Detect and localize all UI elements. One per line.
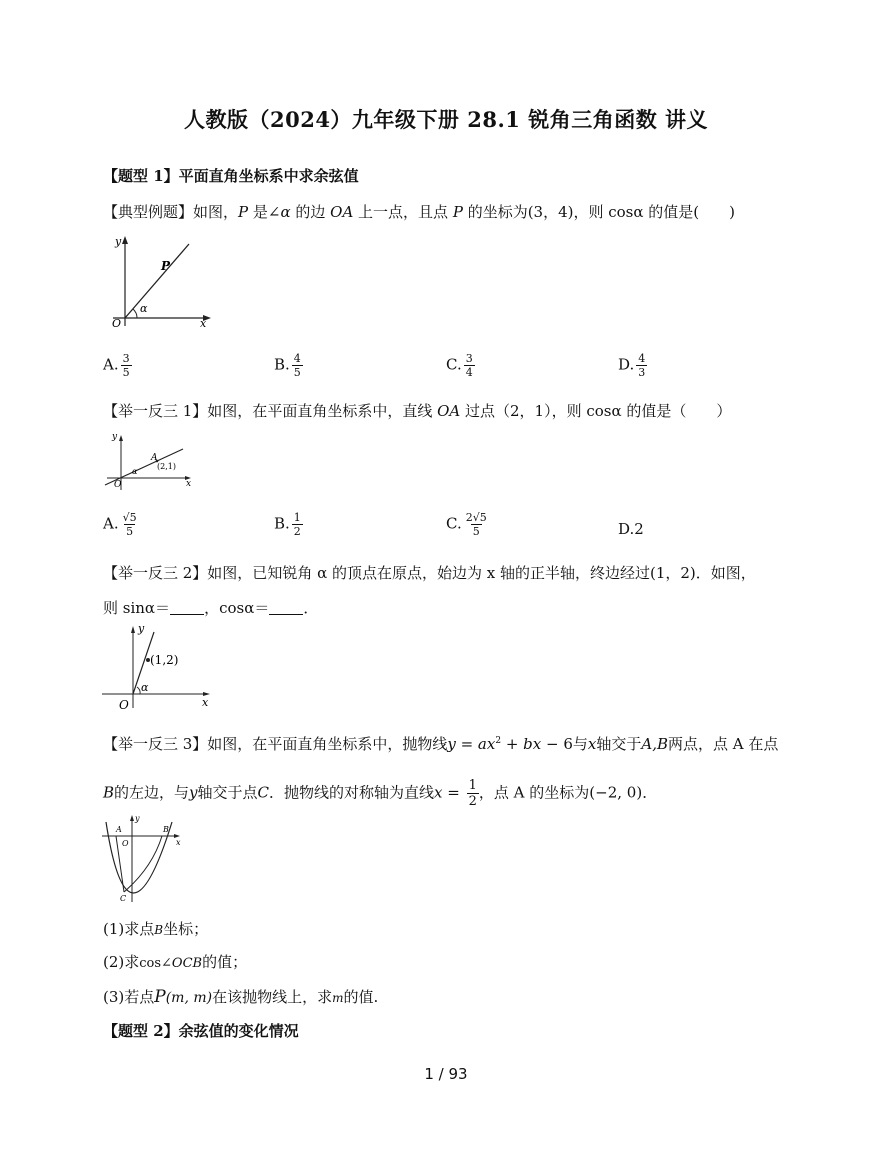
option-c[interactable]: [446, 511, 489, 538]
fraction-denominator: 4: [465, 366, 473, 379]
question-head: 【举一反三 3】如图，在平面直角坐标系中，抛物线: [103, 735, 448, 753]
alpha-label: α: [140, 302, 148, 315]
option-label: B.: [274, 514, 290, 533]
line-oa: OA: [437, 402, 461, 420]
eq-part: =: [455, 735, 478, 753]
point-p: P: [154, 987, 166, 1007]
practice-2-figure: [100, 620, 216, 712]
text: 的坐标为(3，4)，则 cosα 的值是( ): [462, 203, 735, 221]
option-label: A.: [103, 514, 119, 533]
text: 两点，点 A 在点: [668, 735, 779, 753]
text: 轴交于: [596, 735, 642, 753]
eq-part: y: [447, 735, 456, 753]
point-b-label: B: [163, 825, 169, 834]
option-label: D.2: [618, 520, 644, 538]
text: (3)若点: [103, 988, 155, 1006]
point-p-label: P: [161, 259, 171, 273]
eq-part: +: [501, 735, 524, 753]
sub-question-2: [103, 951, 247, 972]
point-a-coordinate: (−2, 0): [589, 783, 643, 802]
option-c[interactable]: [446, 352, 475, 379]
text: ．: [303, 599, 319, 617]
fraction-denominator: 5: [293, 366, 301, 379]
text: =: [442, 783, 465, 802]
practice-question-1: [103, 400, 731, 421]
text: 的值.: [343, 988, 379, 1006]
fraction-denominator: 3: [638, 366, 646, 379]
cos-angle: cos∠: [139, 956, 172, 971]
text: 在该抛物线上，求: [212, 988, 333, 1006]
eq-exponent: 2: [495, 736, 502, 746]
point-c-label: C: [120, 894, 127, 903]
alpha-label: α: [141, 681, 149, 694]
text: 的边: [290, 203, 331, 221]
text: ．: [642, 783, 658, 802]
text: (2)求: [103, 953, 140, 971]
text: 是: [248, 203, 268, 221]
point-coord-label: (1,2): [150, 653, 179, 667]
eq-part: ax: [477, 735, 496, 753]
fraction-denominator: 2: [468, 794, 477, 809]
section-2-title: 【题型 2】余弦值的变化情况: [103, 1022, 299, 1040]
y-axis-label: y: [135, 814, 140, 823]
option-label: C.: [446, 355, 462, 374]
fraction-numerator: 4: [638, 352, 646, 365]
section-1-title: 【题型 1】平面直角坐标系中求余弦值: [103, 167, 359, 185]
point-a-label: A: [116, 825, 122, 834]
sub-question-1: [103, 918, 208, 939]
text: 则 sinα＝: [103, 599, 171, 617]
angle-ocb: OCB: [171, 956, 203, 971]
option-label: A.: [103, 355, 119, 374]
fraction-numerator: 1: [293, 511, 301, 524]
y-axis-label: y: [115, 235, 122, 248]
point-p-coordinate: (m, m): [165, 990, 213, 1006]
option-d[interactable]: [618, 520, 644, 538]
eq-part: − 6: [541, 735, 573, 753]
point-p: P: [452, 203, 463, 221]
point-coord-label: (2,1): [157, 462, 176, 471]
question-head: 【举一反三 1】如图，在平面直角坐标系中，直线: [103, 402, 438, 420]
fraction-denominator: 2: [293, 525, 301, 538]
x-axis-label: x: [176, 838, 181, 847]
practice-question-3-line-1: [103, 733, 778, 754]
origin-label: O: [122, 839, 129, 848]
origin-label: O: [112, 317, 122, 330]
point-b: B: [103, 783, 115, 802]
fraction-numerator: 3: [465, 352, 473, 365]
text: 的值；: [202, 953, 248, 971]
alpha-label: α: [132, 467, 138, 476]
example-question: [103, 201, 735, 222]
y-axis-label: y: [112, 432, 118, 442]
fraction-numerator: 3: [122, 352, 130, 365]
example-figure: [103, 232, 215, 332]
option-label: D.: [618, 355, 635, 374]
origin-label: O: [114, 480, 122, 490]
origin-label: O: [119, 698, 129, 712]
point-b: B: [154, 923, 164, 937]
practice-3-parabola-figure: [100, 812, 184, 904]
option-b[interactable]: [274, 352, 303, 379]
x-axis-label: x: [202, 696, 209, 709]
fraction-numerator: 4: [293, 352, 301, 365]
option-d[interactable]: [618, 352, 647, 379]
var-m: m: [332, 991, 344, 1005]
question-tail: 过点（2，1），则 cosα 的值是（ ）: [460, 402, 732, 420]
point-a-label: A: [151, 453, 158, 463]
answer-blank-cos[interactable]: [269, 600, 303, 615]
x-axis-label: x: [186, 479, 192, 489]
text: 坐标；: [163, 920, 209, 938]
angle-alpha: ∠α: [267, 203, 291, 221]
option-a[interactable]: [103, 511, 139, 538]
text: 轴交于点: [197, 783, 258, 802]
example-head: 【典型例题】如图，: [103, 203, 239, 221]
y-axis-label: y: [138, 622, 145, 635]
answer-blank-sin[interactable]: [170, 600, 204, 615]
option-a[interactable]: [103, 352, 132, 379]
eq-part: bx: [523, 735, 542, 753]
practice-question-2-line-2: [103, 597, 318, 618]
option-label: B.: [274, 355, 290, 374]
sub-question-3: [103, 986, 378, 1007]
fraction-denominator: 5: [472, 525, 480, 538]
text: ，cosα＝: [204, 599, 270, 617]
text: 上一点，且点: [353, 203, 453, 221]
text: ．抛物线的对称轴为直线: [269, 783, 435, 802]
fraction-numerator: 1: [468, 778, 477, 793]
fraction-numerator: 2√5: [465, 511, 487, 524]
practice-1-figure: [103, 430, 195, 492]
text: 与: [572, 735, 588, 753]
segment-oa: OA: [330, 203, 354, 221]
text: 的左边，与: [114, 783, 190, 802]
option-b[interactable]: [274, 511, 303, 538]
var-y: y: [189, 783, 198, 802]
fraction-denominator: 5: [122, 366, 130, 379]
text: (1)求点: [103, 920, 155, 938]
var-x: x: [434, 783, 443, 802]
practice-question-2-line-1: 【举一反三 2】如图，已知锐角 α 的顶点在原点，始边为 x 轴的正半轴，终边经过(1，2)．如图，: [103, 564, 756, 582]
fraction-numerator: √5: [122, 511, 137, 524]
x-axis-label: x: [200, 317, 207, 330]
page-number: 1 / 93: [424, 1065, 468, 1083]
option-label: C.: [446, 514, 462, 533]
fraction-denominator: 5: [126, 525, 134, 538]
practice-question-3-line-2: [103, 778, 657, 809]
point-p: P: [238, 203, 249, 221]
text: ，点 A 的坐标为: [478, 783, 590, 802]
point-c: C: [257, 783, 270, 802]
document-title: 人教版（2024）九年级下册 28.1 锐角三角函数 讲义: [183, 107, 709, 132]
var-x: x: [587, 735, 597, 753]
points-ab: A,B: [641, 735, 669, 753]
